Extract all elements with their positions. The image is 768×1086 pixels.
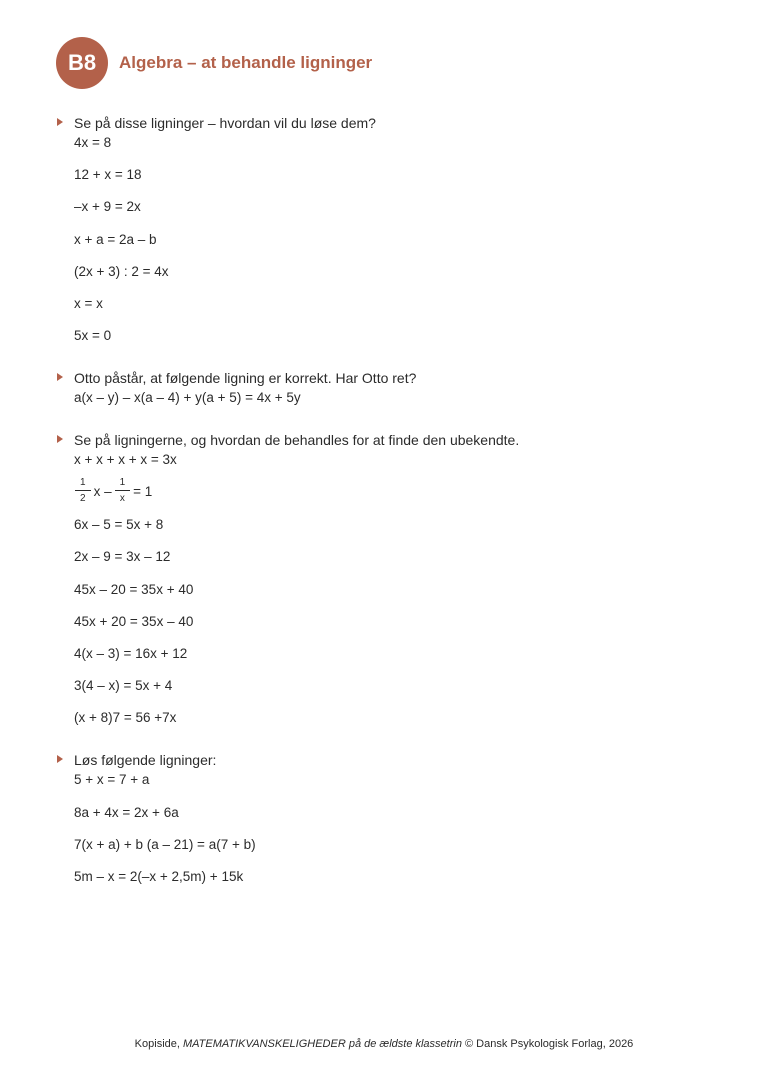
- equation: x + a = 2a – b: [74, 232, 157, 247]
- equation: (x + 8)7 = 56 +7x: [74, 710, 177, 725]
- fraction-middle-text: x –: [93, 483, 112, 499]
- exercise-prompt: Løs følgende ligninger:: [56, 751, 216, 769]
- equation: x + x + x + x = 3x: [74, 452, 177, 467]
- equation: 12 + x = 18: [74, 167, 142, 182]
- footer-copyright: © Dansk Psykologisk Forlag, 2026: [461, 1038, 634, 1050]
- exercise-2: [56, 369, 417, 405]
- page-title: Algebra – at behandle ligninger: [119, 53, 373, 72]
- fraction: [75, 477, 91, 505]
- exercise-4: [56, 751, 256, 884]
- exercise-prompt: Se på ligningerne, og hvordan de behandles for at finde den ubekendte.: [56, 431, 519, 449]
- footer-prefix: Kopiside,: [134, 1038, 183, 1050]
- exercise-1: [56, 114, 376, 343]
- page-header: [56, 37, 372, 89]
- equation: 4(x – 3) = 16x + 12: [74, 646, 188, 661]
- footer-book-title: MATEMATIKVANSKELIGHEDER på de ældste klassetrin: [182, 1038, 462, 1050]
- exercise-prompt: Otto påstår, at følgende ligning er korrekt. Har Otto ret?: [56, 369, 416, 387]
- equation: 5m – x = 2(–x + 2,5m) + 15k: [74, 869, 244, 884]
- bullet-arrow-icon: [57, 118, 63, 126]
- equation: 5 + x = 7 + a: [74, 772, 150, 787]
- fraction-end-text: = 1: [133, 483, 153, 499]
- equation: (2x + 3) : 2 = 4x: [74, 264, 169, 279]
- equation: 7(x + a) + b (a – 21) = a(7 + b): [74, 837, 256, 852]
- exercise-prompt: Se på disse ligninger – hvordan vil du løse dem?: [56, 114, 376, 132]
- fraction-numerator: 1: [75, 477, 91, 491]
- bullet-arrow-icon: [57, 755, 63, 763]
- equation: 8a + 4x = 2x + 6a: [74, 805, 179, 820]
- equation: x = x: [74, 296, 103, 311]
- section-badge: B8: [56, 37, 108, 89]
- equation: 2x – 9 = 3x – 12: [74, 549, 171, 564]
- fraction-denominator: 2: [80, 493, 86, 504]
- bullet-arrow-icon: [57, 435, 63, 443]
- equation: 6x – 5 = 5x + 8: [74, 517, 164, 532]
- fraction-numerator: 1: [115, 477, 131, 491]
- fraction-denominator: x: [119, 493, 125, 504]
- fraction-equation: [74, 477, 154, 505]
- bullet-arrow-icon: [57, 373, 63, 381]
- equation: 45x + 20 = 35x – 40: [74, 614, 194, 629]
- equation: 4x = 8: [74, 135, 112, 150]
- equation: 3(4 – x) = 5x + 4: [74, 678, 173, 693]
- equation: 45x – 20 = 35x + 40: [74, 582, 194, 597]
- equation: 5x = 0: [74, 328, 112, 343]
- exercise-3: [56, 431, 520, 725]
- page-footer: [0, 1038, 768, 1050]
- equation: –x + 9 = 2x: [74, 199, 141, 214]
- fraction: [115, 477, 131, 505]
- equation: a(x – y) – x(a – 4) + y(a + 5) = 4x + 5y: [74, 390, 301, 405]
